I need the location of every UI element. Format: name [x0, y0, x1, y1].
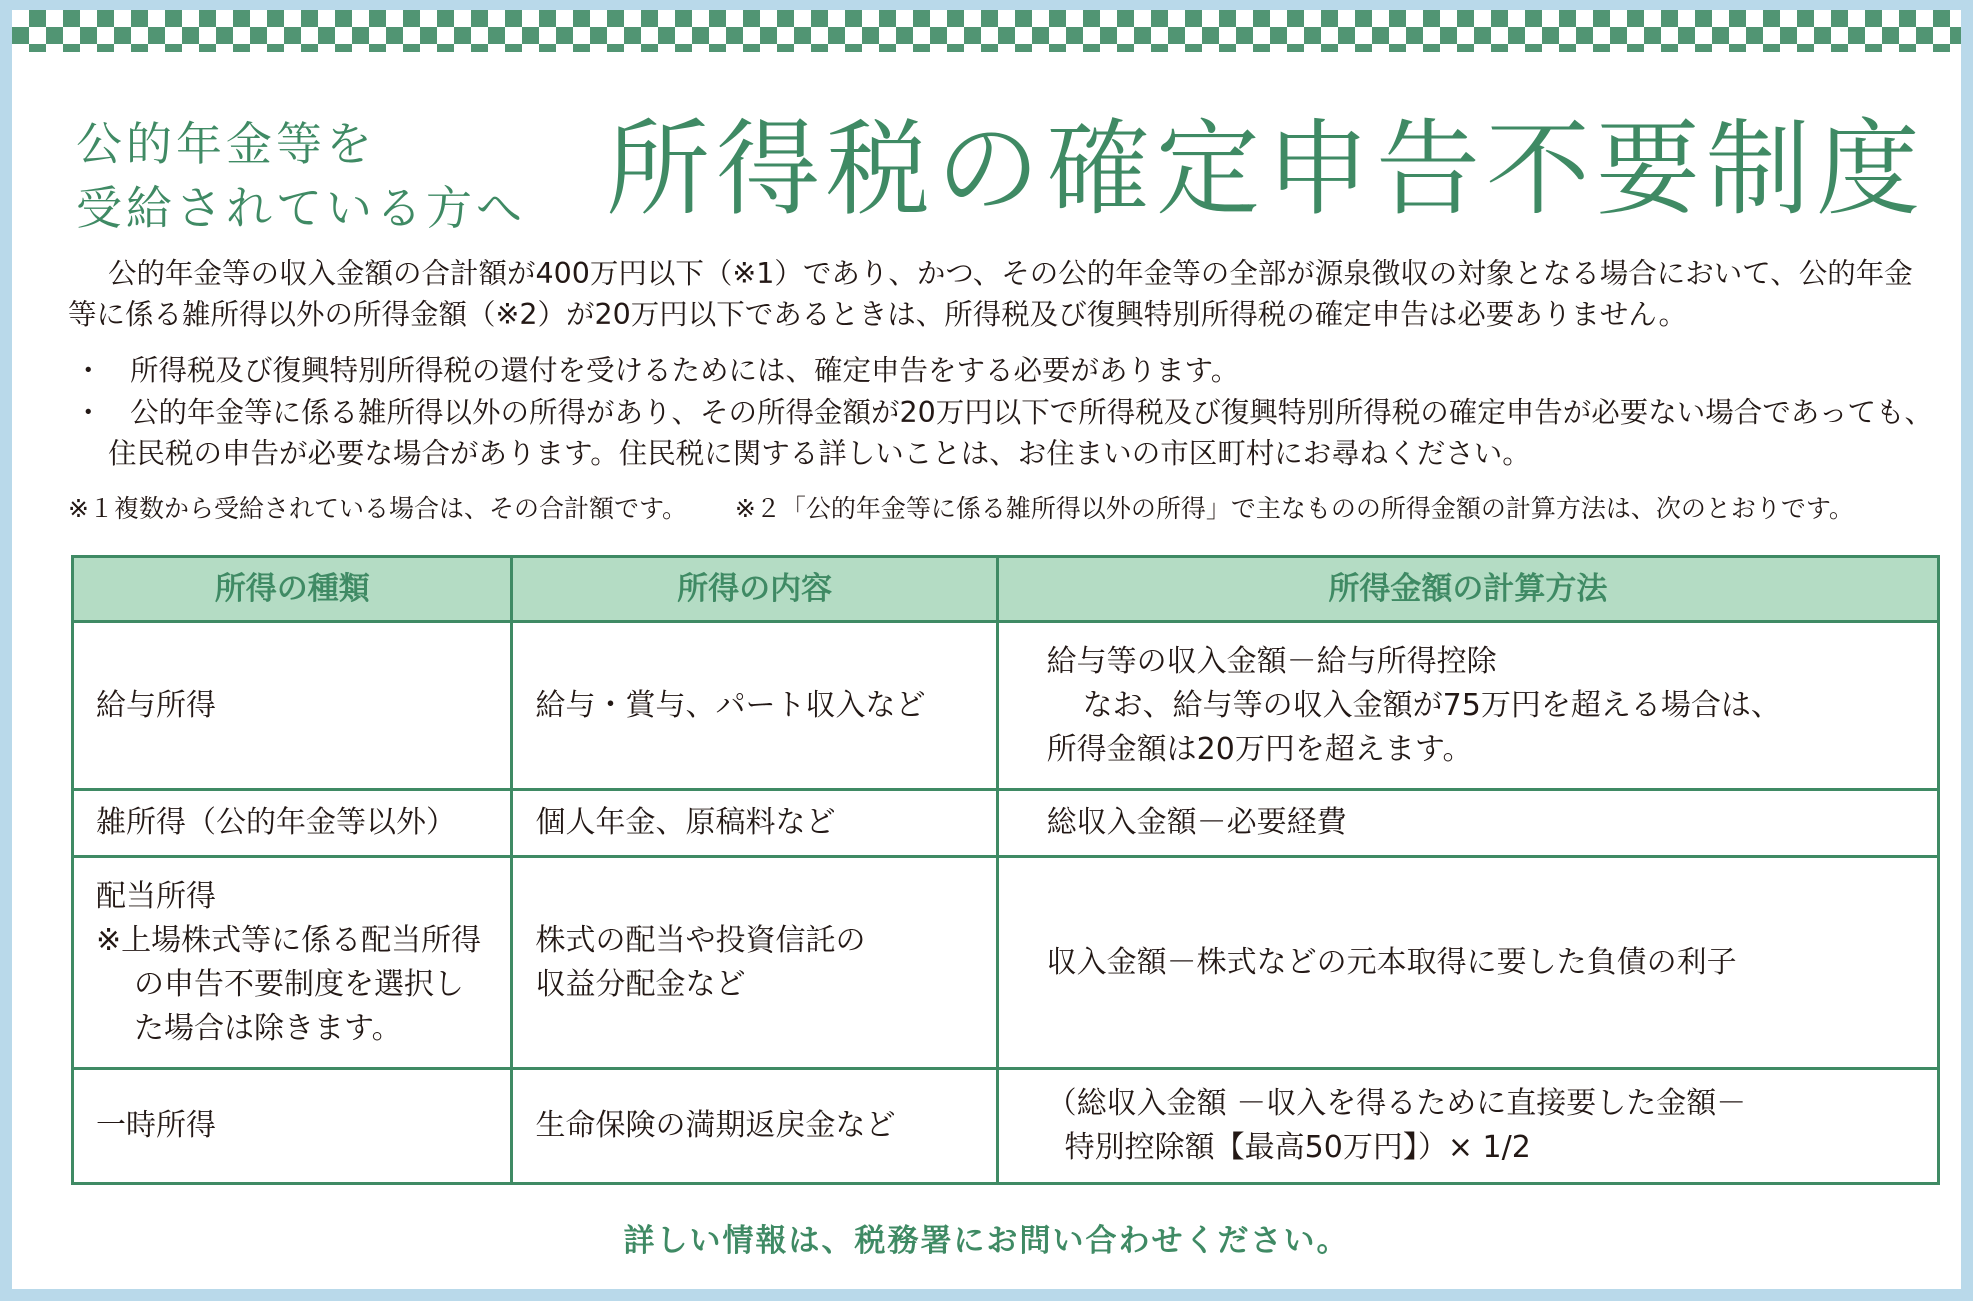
cell-calculation-method: 収入金額－株式などの元本取得に要した負債の利子: [997, 857, 1938, 1069]
cell-calculation-method: 総収入金額－必要経費: [997, 790, 1938, 857]
bullet-mark: ・: [74, 354, 103, 387]
footer-contact-message: 詳しい情報は、税務署にお問い合わせください。: [623, 1223, 1350, 1259]
content-line: 株式の配当や投資信託の: [535, 922, 866, 958]
footnotes: [68, 491, 1968, 527]
subtitle: [76, 112, 596, 240]
income-type-note: ※上場株式等に係る配当所得の申告不要制度を選択した場合は除きます。: [96, 922, 482, 1046]
checkered-border-decoration: [12, 10, 1961, 52]
bullet-item: [68, 392, 1938, 474]
cell-income-content: 生命保険の満期返戻金など: [512, 1069, 997, 1184]
cell-calculation-method: [997, 622, 1938, 790]
cell-income-content: 個人年金、原稿料など: [512, 790, 997, 857]
calc-line: 特別控除額【最高50万円】）× 1/2: [1064, 1130, 1531, 1165]
calc-line: 所得金額は20万円を超えます。: [1046, 731, 1473, 767]
cell-calculation-method: [997, 1069, 1938, 1184]
header-income-content: 所得の内容: [512, 557, 997, 622]
heading: [76, 102, 1936, 235]
content-line: 収益分配金など: [535, 966, 746, 1002]
table-row: [73, 857, 1939, 1069]
cell-income-content: [512, 857, 997, 1069]
cell-income-type: 一時所得: [73, 1069, 512, 1184]
cell-income-type: 雑所得（公的年金等以外）: [73, 790, 512, 857]
bullet-text: 所得税及び復興特別所得税の還付を受けるためには、確定申告をする必要があります。: [130, 354, 1240, 387]
footnote-1: ※１複数から受給されている場合は、その合計額です。: [68, 494, 687, 523]
table-row: [73, 790, 1939, 857]
header-calculation-method: 所得金額の計算方法: [997, 557, 1938, 622]
intro-paragraph: [68, 253, 1928, 335]
bullet-item: [68, 350, 1938, 391]
income-type-name: 配当所得: [96, 878, 216, 914]
page-frame: [12, 10, 1961, 1289]
intro-text: 公的年金等の収入金額の合計額が400万円以下（※1）であり、かつ、その公的年金等の全部が源泉徴収の対象となる場合において、公的年金等に係る雑所得以外の所得金額（※2）が20万円以下であるときは、所得税及び復興特別所得税の確定申告は必要ありません。: [68, 257, 1913, 331]
income-calculation-table: [71, 555, 1940, 1185]
calc-line: 給与等の収入金額－給与所得控除: [1046, 643, 1497, 679]
header-income-type: 所得の種類: [73, 557, 512, 622]
bullet-list: [68, 350, 1938, 475]
footnote-2: ※２「公的年金等に係る雑所得以外の所得」で主なものの所得金額の計算方法は、次のとおりです。: [734, 494, 1854, 523]
calc-line: なお、給与等の収入金額が75万円を超える場合は、: [1082, 687, 1781, 723]
cell-income-type: 給与所得: [73, 622, 512, 790]
bullet-text: 公的年金等に係る雑所得以外の所得があり、その所得金額が20万円以下で所得税及び復興特別所得税の確定申告が必要ない場合であっても、住民税の申告が必要な場合があります。住民税に関する詳しいことは、お住まいの市区町村にお尋ねください。: [108, 396, 1933, 470]
calc-line: （総収入金額 －収入を得るために直接要した金額－: [1046, 1086, 1747, 1121]
bullet-mark: ・: [74, 396, 103, 429]
table-row: [73, 622, 1939, 790]
table-header-row: [73, 557, 1939, 622]
subtitle-line-2: 受給されている方へ: [76, 181, 526, 235]
cell-income-type: [73, 857, 512, 1069]
page-title: 所得税の確定申告不要制度: [606, 108, 1927, 230]
subtitle-line-1: 公的年金等を: [76, 117, 376, 171]
cell-income-content: 給与・賞与、パート収入など: [512, 622, 997, 790]
table-row: [73, 1069, 1939, 1184]
